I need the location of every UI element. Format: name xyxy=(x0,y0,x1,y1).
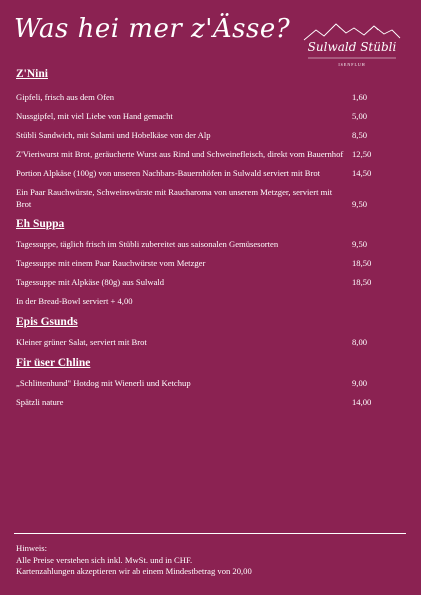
item-price: 8,00 xyxy=(352,337,368,347)
item-price: 9,50 xyxy=(352,199,368,209)
logo-subtext: ISENFLUH xyxy=(338,62,366,67)
menu-item xyxy=(16,167,382,179)
menu-item xyxy=(16,110,382,122)
item-price: 14,50 xyxy=(352,168,372,178)
menu-content xyxy=(16,67,382,408)
menu-item xyxy=(16,238,382,250)
item-price: 5,00 xyxy=(352,111,368,121)
footer-line-cards: Kartenzahlungen akzeptieren wir ab einem Mindestbetrag von 20,00 xyxy=(16,566,252,576)
menu-item xyxy=(16,336,382,348)
section-heading: Z'Nini xyxy=(16,68,48,80)
item-price: 9,50 xyxy=(352,239,368,249)
footer-notice xyxy=(16,543,252,578)
item-price: 18,50 xyxy=(352,277,372,287)
item-name: Nussgipfel, mit viel Liebe von Hand gemacht xyxy=(16,111,173,121)
section-heading: Fir üser Chline xyxy=(16,357,91,369)
logo-text: Sulwald Stübli xyxy=(307,40,397,54)
item-name: Tagessuppe mit einem Paar Rauchwürste vom Metzger xyxy=(16,258,206,268)
item-price: 18,50 xyxy=(352,258,372,268)
section-epis-gsunds xyxy=(16,315,382,348)
item-name: Tagessuppe, täglich frisch im Stübli zubereitet aus saisonalen Gemüsesorten xyxy=(16,239,279,249)
menu-item xyxy=(16,396,382,408)
menu-item xyxy=(16,276,382,288)
item-price: 14,00 xyxy=(352,397,372,407)
section-fir-user-chline xyxy=(16,356,382,408)
item-name: Ein Paar Rauchwürste, Schweinswürste mit Raucharoma von unserem Metzger, serviert mit Brot xyxy=(16,187,333,209)
item-price: 1,60 xyxy=(352,92,368,102)
item-name: Stübli Sandwich, mit Salami und Hobelkäse von der Alp xyxy=(16,130,211,140)
menu-title: Was hei mer z'Ässe? xyxy=(14,14,291,44)
footer-divider xyxy=(14,533,406,534)
item-name: Portion Alpkäse (100g) von unseren Nachbars-Bauernhöfen in Sulwald serviert mit Brot xyxy=(16,168,321,178)
item-name: Gipfeli, frisch aus dem Ofen xyxy=(16,92,115,102)
item-name: Kleiner grüner Salat, serviert mit Brot xyxy=(16,337,147,347)
item-price: 12,50 xyxy=(352,149,372,159)
item-price: 9,00 xyxy=(352,378,368,388)
menu-item xyxy=(16,257,382,269)
section-eh-suppa xyxy=(16,217,382,307)
menu-item xyxy=(16,91,382,103)
item-name: Spätzli nature xyxy=(16,397,64,407)
section-heading: Epis Gsunds xyxy=(16,316,78,328)
item-name: Z'Vieriwurst mit Brot, geräucherte Wurst aus Rind und Schweinefleisch, direkt vom Bauernhof xyxy=(16,149,344,159)
section-znini xyxy=(16,67,382,210)
section-heading: Eh Suppa xyxy=(16,218,65,230)
item-name: Tagessuppe mit Alpkäse (80g) aus Sulwald xyxy=(16,277,165,287)
menu-item xyxy=(16,186,382,210)
item-name: „Schlittenhund" Hotdog mit Wienerli und Ketchup xyxy=(16,378,191,388)
bread-bowl-note: In der Bread-Bowl serviert + 4,00 xyxy=(16,296,133,306)
footer-heading: Hinweis: xyxy=(16,543,48,553)
menu-item xyxy=(16,129,382,141)
footer-line-prices: Alle Preise verstehen sich inkl. MwSt. und in CHF. xyxy=(16,554,193,565)
item-price: 8,50 xyxy=(352,130,368,140)
menu-item xyxy=(16,377,382,389)
menu-item xyxy=(16,148,382,160)
